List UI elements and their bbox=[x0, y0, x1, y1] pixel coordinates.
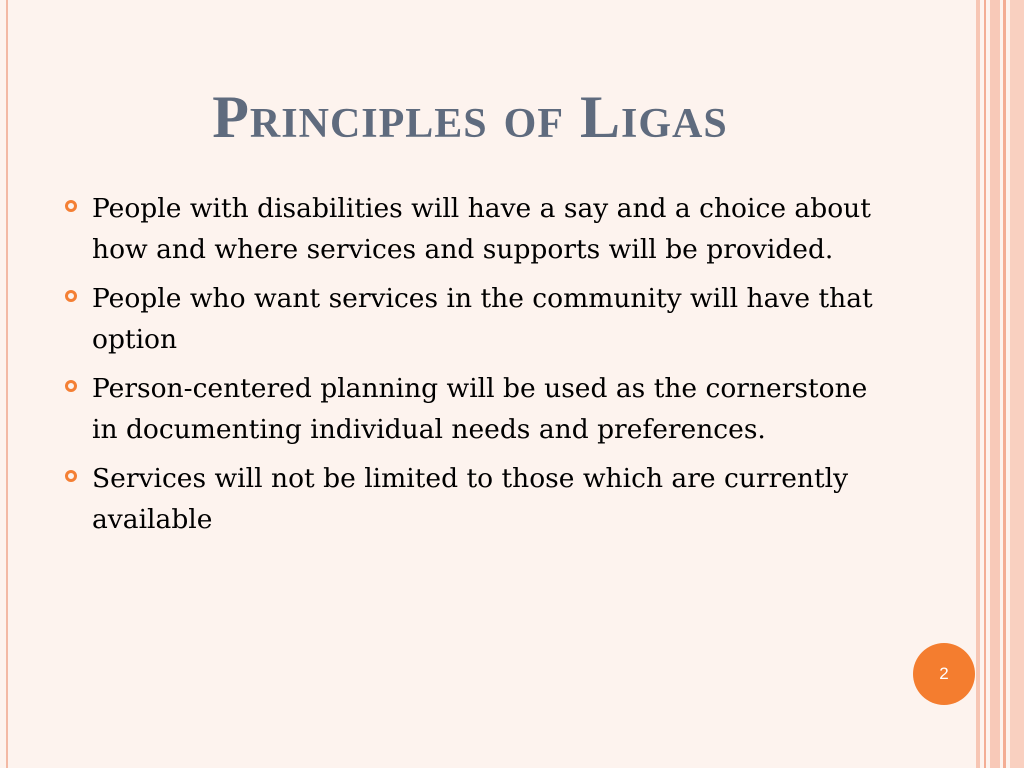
right-decorative-stripe bbox=[1010, 0, 1024, 768]
slide-title: Principles of Ligas bbox=[212, 84, 728, 150]
bullet-circle-icon bbox=[65, 200, 77, 212]
right-decorative-stripe bbox=[984, 0, 986, 768]
bullet-text: Person-centered planning will be used as the cornerstone in documenting individual needs and preferences. bbox=[92, 373, 868, 445]
bullet-item bbox=[62, 368, 882, 450]
bullet-list bbox=[62, 188, 882, 548]
right-decorative-stripe bbox=[976, 0, 980, 768]
bullet-circle-icon bbox=[65, 290, 77, 302]
left-border-rule bbox=[6, 0, 8, 768]
bullet-text: People who want services in the community will have that option bbox=[92, 283, 873, 355]
bullet-item bbox=[62, 188, 882, 270]
right-decorative-stripe bbox=[1003, 0, 1006, 768]
bullet-circle-icon bbox=[65, 380, 77, 392]
right-decorative-stripe bbox=[990, 0, 1000, 768]
bullet-item bbox=[62, 278, 882, 360]
bullet-text: Services will not be limited to those which are currently available bbox=[92, 463, 849, 535]
bullet-item bbox=[62, 458, 882, 540]
bullet-text: People with disabilities will have a say and a choice about how and where services and supports will be provided. bbox=[92, 193, 871, 265]
bullet-circle-icon bbox=[65, 470, 77, 482]
page-number-badge: 2 bbox=[913, 643, 975, 705]
